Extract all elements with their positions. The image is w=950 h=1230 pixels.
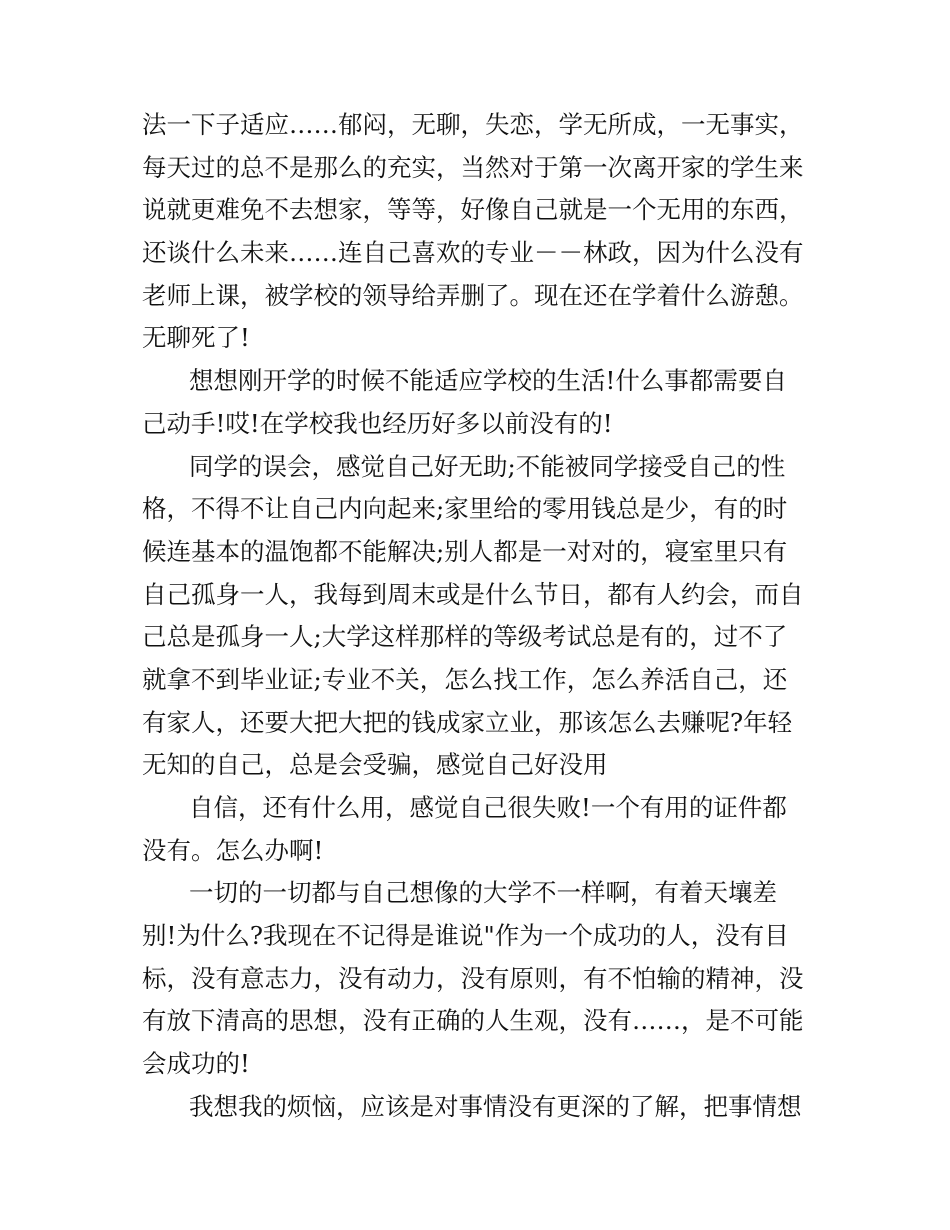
text-line: 会成功的!: [142, 1049, 250, 1079]
text-line: 还谈什么未来……连自己喜欢的专业－－林政，因为什么没有: [142, 238, 804, 268]
text-line: 标，没有意志力，没有动力，没有原则，有不怕输的精神，没: [142, 963, 804, 993]
text-line: 己动手!哎!在学校我也经历好多以前没有的!: [142, 408, 613, 438]
text-line: 想想刚开学的时候不能适应学校的生活!什么事都需要自: [189, 366, 787, 396]
text-line: 自信，还有什么用，感觉自己很失败!一个有用的证件都: [189, 793, 787, 822]
text-line: 有放下清高的思想，没有正确的人生观，没有……，是不可能: [142, 1006, 804, 1036]
text-line: 无知的自己，总是会受骗，感觉自己好没用: [142, 750, 608, 780]
text-line: 自己孤身一人，我每到周末或是什么节日，都有人约会，而自: [142, 579, 804, 609]
text-line: 没有。怎么办啊!: [142, 835, 324, 865]
text-line: 我想我的烦恼，应该是对事情没有更深的了解，把事情想: [189, 1091, 802, 1121]
text-line: 格，不得不让自己内向起来;家里给的零用钱总是少，有的时: [142, 494, 788, 524]
text-line: 别!为什么?我现在不记得是谁说"作为一个成功的人，没有目: [142, 921, 789, 951]
text-line: 己总是孤身一人;大学这样那样的等级考试总是有的，过不了: [142, 622, 788, 652]
text-line: 无聊死了!: [142, 323, 250, 353]
text-line: 说就更难免不去想家，等等，好像自己就是一个无用的东西，: [142, 195, 804, 225]
text-line: 同学的误会，感觉自己好无助;不能被同学接受自己的性: [189, 451, 786, 481]
text-line: 有家人，还要大把大把的钱成家立业，那该怎么去赚呢?年轻: [142, 707, 793, 737]
body-text: [142, 104, 822, 1129]
text-line: 法一下子适应……郁闷，无聊，失恋，学无所成，一无事实，: [142, 110, 804, 139]
text-line: 候连基本的温饱都不能解决;别人都是一对对的，寝室里只有: [142, 536, 788, 566]
text-line: 一切的一切都与自己想像的大学不一样啊，有着天壤差: [189, 878, 777, 908]
text-line: 老师上课，被学校的领导给弄删了。现在还在学着什么游憩。: [142, 280, 804, 310]
text-line: 每天过的总不是那么的充实，当然对于第一次离开家的学生来: [142, 152, 804, 182]
text-line: 就拿不到毕业证;专业不关，怎么找工作，怎么养活自己，还: [142, 664, 788, 694]
